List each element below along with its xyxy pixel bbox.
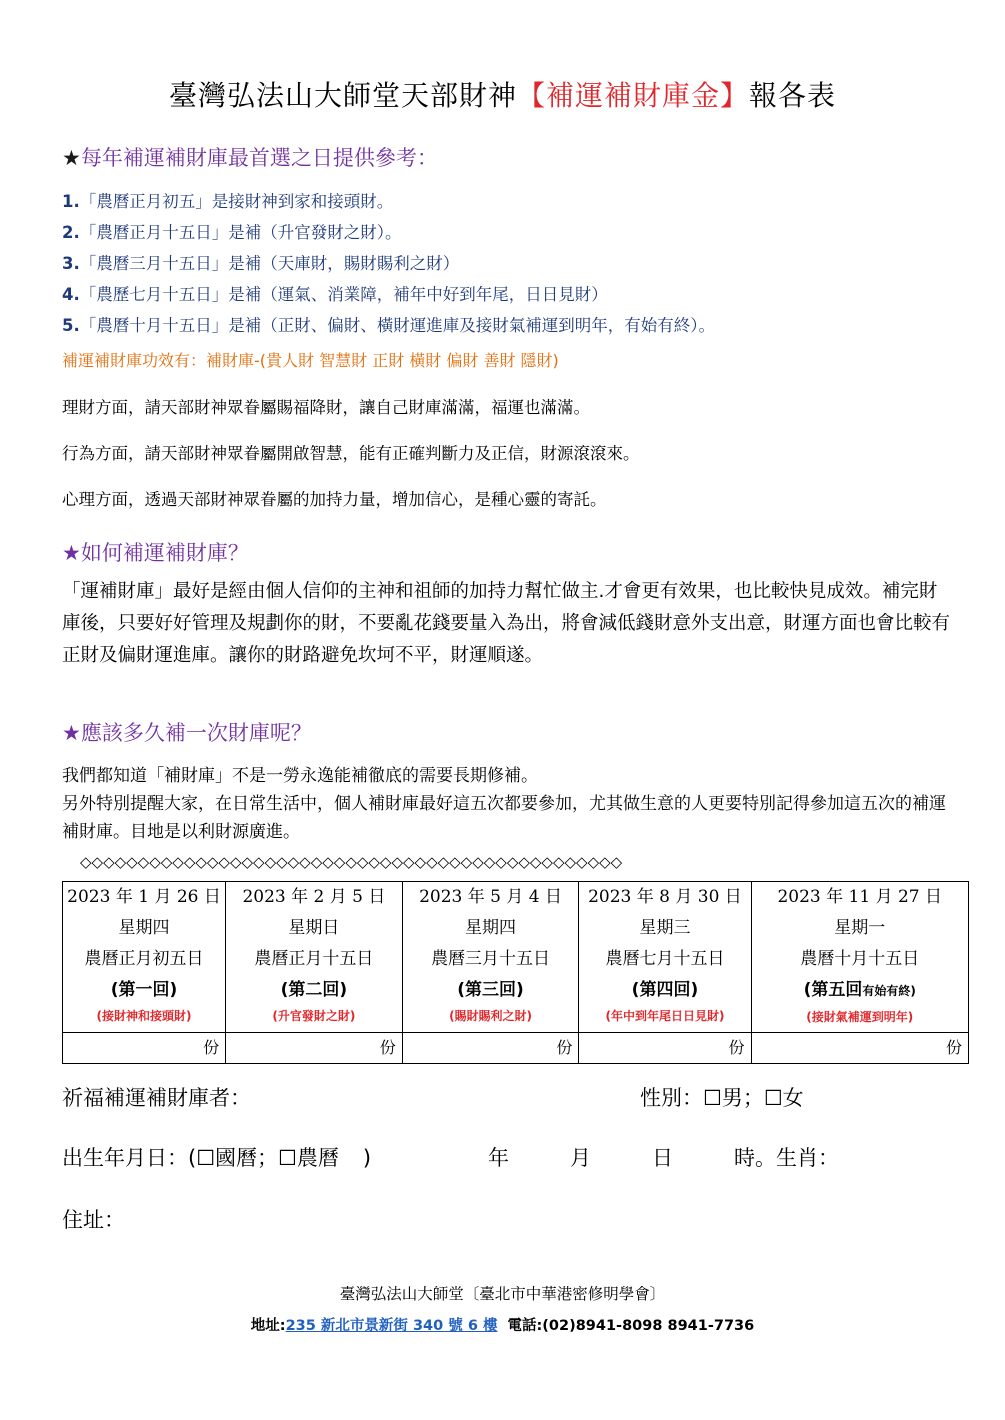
schedule-cell-4 [579,882,751,1033]
year-label: 年 [488,1146,509,1170]
item-number: 2. [62,223,80,242]
footer-org: 臺灣弘法山大師堂〔臺北市中華港密修明學會〕 [339,1285,666,1303]
item-number: 5. [62,316,80,335]
cell-weekday: 星期一 [834,918,886,938]
item-number: 4. [62,285,80,304]
quantity-cell-3[interactable] [402,1033,579,1064]
section2-heading [62,537,249,567]
dob-field [62,1142,371,1172]
cell-date: 2023 年 8 月 30 日 [588,887,742,907]
cell-round: (第二回) [280,980,348,1000]
cell-lunar: 農曆七月十五日 [605,949,725,969]
unit-label: 份 [728,1038,745,1057]
section2-heading-text: 如何補運補財庫？ [80,541,249,565]
lunar-label: 農曆 [296,1146,339,1170]
list-item [62,250,459,274]
dob-label: 出生年月日：( [62,1146,197,1170]
schedule-cell-5 [751,882,968,1033]
name-field-label: 祈福補運補財庫者： [62,1086,251,1110]
cell-round: (第四回) [631,980,699,1000]
cell-date: 2023 年 5 月 4 日 [419,887,563,907]
paragraph-mind: 心理方面，透過天部財神眾眷屬的加持力量，增加信心，是種心靈的寄託。 [62,490,607,509]
solar-label: 國曆； [215,1146,279,1170]
schedule-cell-1 [63,882,226,1033]
item-text: 「農曆三月十五日」是補（天庫財，賜財賜利之財） [79,254,460,273]
cell-date: 2023 年 2 月 5 日 [242,887,386,907]
title-pre: 臺灣弘法山大師堂天部財神 [168,79,517,112]
month-label: 月 [570,1146,591,1170]
cell-lunar: 農曆正月初五日 [84,949,204,969]
cell-weekday: 星期日 [288,918,340,938]
cell-note: (賜財賜利之財) [449,1009,533,1023]
address-link[interactable]: 235 新北市景新街 340 號 6 樓 [285,1318,498,1334]
checkbox-solar[interactable]: ☐ [196,1146,216,1170]
item-number: 1. [62,192,80,211]
gender-label: 性別： [640,1086,703,1110]
cell-date: 2023 年 11 月 27 日 [777,887,943,907]
item-text: 「農歷七月十五日」是補（運氣、消業障，補年中好到年尾，日日見財） [79,285,608,304]
paragraph-behavior: 行為方面，請天部財神眾眷屬開啟智慧，能有正確判斷力及正信，財源滾滾來。 [62,444,640,463]
gender-field [640,1082,804,1112]
address-field-label: 住址： [62,1208,125,1232]
star-icon: ★ [62,721,81,745]
unit-label: 份 [203,1038,220,1057]
item-text: 「農曆十月十五日」是補（正財、偏財、橫財運進庫及接財氣補運到明年，有始有終）。 [79,316,715,335]
cell-date: 2023 年 1 月 26 日 [67,887,221,907]
title-post: 報各表 [749,79,837,112]
cell-round [752,975,968,1006]
male-label: 男； [721,1086,764,1110]
cell-round-main: (第五回 [803,980,863,1000]
cell-round: (第一回) [110,980,178,1000]
list-item [62,281,608,305]
cell-weekday: 星期四 [118,918,170,938]
title-highlight: 【補運補財庫金】 [516,79,749,112]
day-label: 日 [652,1146,673,1170]
cell-lunar: 農曆正月十五日 [254,949,374,969]
quantity-cell-5[interactable] [751,1033,968,1064]
female-label: 女 [782,1086,804,1110]
cell-weekday: 星期三 [639,918,691,938]
item-text: 「農曆正月初五」是接財神到家和接頭財。 [79,192,394,211]
section2-body: 「運補財庫」最好是經由個人信仰的主神和祖師的加持力幫忙做主.才會更有效果，也比較快見成效。補完財庫後，只要好好管理及規劃你的財，不要亂花錢要量入為出，將會減低錢財意外支出意，財運方面也會比較有正財及偏財運進庫。讓你的財路避免坎坷不平，財運順遂。 [62,581,951,666]
diamond-divider: ◇◇◇◇◇◇◇◇◇◇◇◇◇◇◇◇◇◇◇◇◇◇◇◇◇◇◇◇◇◇◇◇◇◇◇◇◇◇◇◇◇◇◇◇◇◇◇ [80,853,623,871]
checkbox-female[interactable]: ☐ [763,1086,783,1110]
section1-heading-text: 每年補運補財庫最首選之日提供參考： [80,146,438,170]
quantity-cell-4[interactable] [579,1033,751,1064]
cell-lunar: 農曆三月十五日 [431,949,551,969]
cell-note: (接財氣補運到明年) [806,1010,914,1024]
item-number: 3. [62,254,80,273]
paragraph-finance: 理財方面，請天部財神眾眷屬賜福降財，讓自己財庫滿滿，福運也滿滿。 [62,398,590,417]
star-icon: ★ [62,541,81,565]
list-item [62,312,715,336]
quantity-cell-2[interactable] [226,1033,403,1064]
schedule-row [63,882,969,1033]
schedule-cell-2 [226,882,403,1033]
address-label: 地址: [250,1318,286,1334]
quantity-row [63,1033,969,1064]
list-item [62,219,402,243]
page-title [0,74,1005,114]
item-text: 「農曆正月十五日」是補（升官發財之財）。 [79,223,402,242]
phone-text: 電話:(02)8941-8098 8941-7736 [507,1318,755,1334]
footer-contact [0,1314,1005,1335]
section3-heading-text: 應該多久補一次財庫呢？ [80,721,312,745]
schedule-cell-3 [402,882,579,1033]
cell-note: (年中到年尾日日見財) [605,1009,725,1023]
section3-heading [62,717,312,747]
cell-round: (第三回) [457,980,524,1000]
cell-note: (接財神和接頭財) [96,1009,192,1023]
star-icon: ★ [62,146,81,170]
checkbox-lunar[interactable]: ☐ [278,1146,297,1170]
cell-weekday: 星期四 [465,918,517,938]
schedule-table [62,881,969,1064]
hour-zodiac-label: 時。生肖： [734,1146,839,1170]
list-item [62,188,393,212]
cell-note: (升官發財之財) [272,1009,356,1023]
cell-round-small: 有始有終) [862,984,916,998]
section3-line1: 我們都知道「補財庫」不是一勞永逸能補徹底的需要長期修補。 [62,766,538,786]
cell-lunar: 農曆十月十五日 [800,949,920,969]
unit-label: 份 [379,1038,396,1057]
effects-line: 補運補財庫功效有：補財庫-(貴人財 智慧財 正財 橫財 偏財 善財 隱財) [62,351,559,370]
unit-label: 份 [945,1038,962,1057]
dob-close: ) [362,1146,372,1170]
quantity-cell-1[interactable] [63,1033,226,1064]
checkbox-male[interactable]: ☐ [703,1086,722,1110]
section3-line2: 另外特別提醒大家，在日常生活中，個人補財庫最好這五次都要參加，尤其做生意的人更要特別記得參加這五次的補運補財庫。目地是以利財源廣進。 [62,794,946,842]
unit-label: 份 [556,1038,573,1057]
section1-heading [62,142,438,172]
